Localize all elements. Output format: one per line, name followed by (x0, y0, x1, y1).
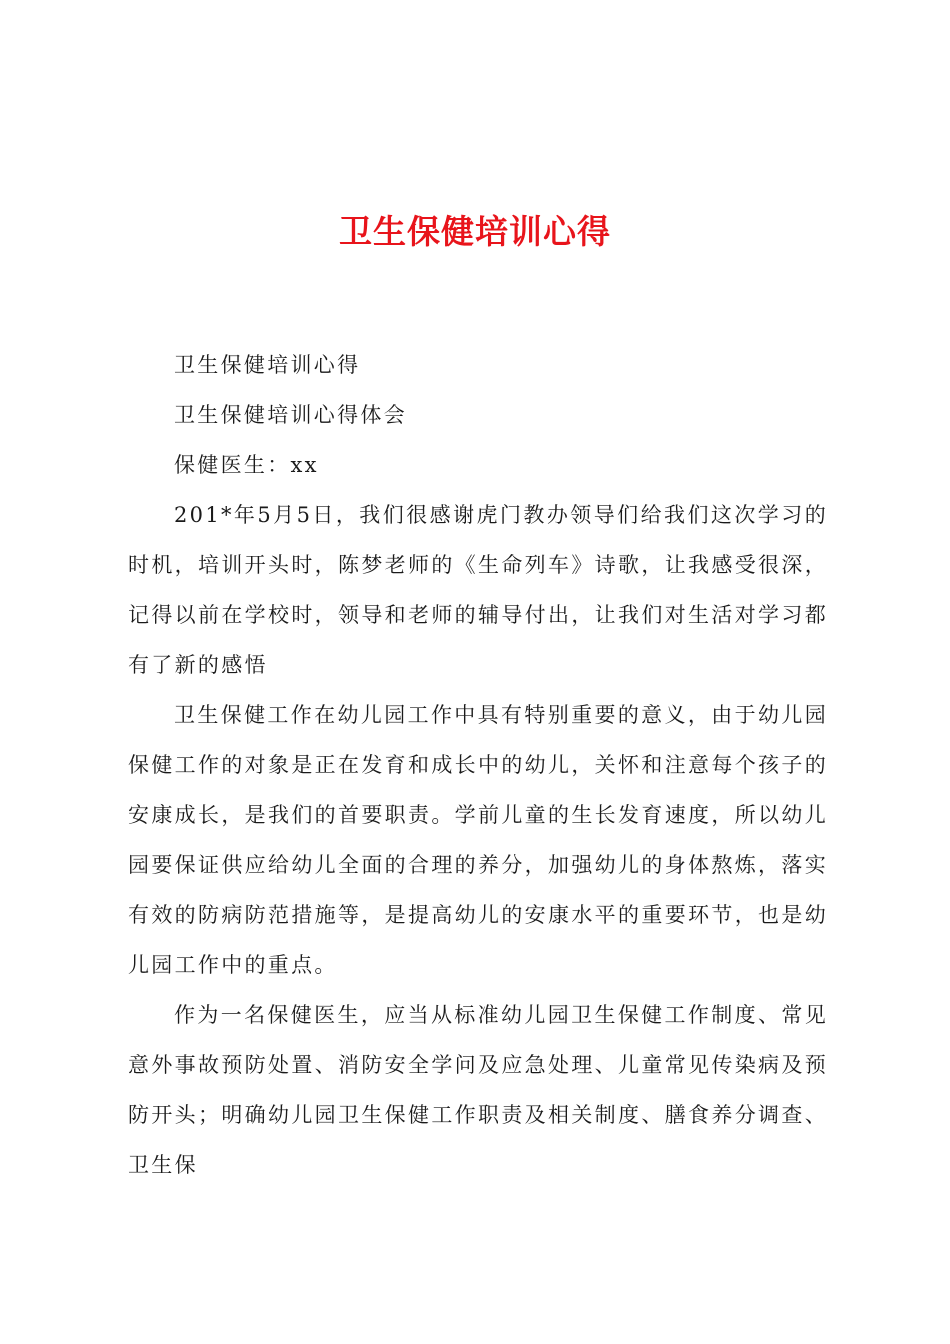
paragraph-subtitle-2: 卫生保健培训心得体会 (174, 403, 407, 427)
paragraph-body: 201*年5月5日，我们很感谢虎门教办领导们给我们这次学习的时机，培训开头时，陈梦老师的《生命列车》诗歌，让我感受很深，记得以前在学校时，领导和老师的辅导付出，让我们对生活对学习都有了新的感悟 (128, 503, 828, 677)
document-body (128, 340, 828, 1190)
paragraph-author: 保健医生：xx (174, 453, 319, 477)
document-title: 卫生保健培训心得 (339, 212, 611, 251)
paragraph-body: 卫生保健工作在幼儿园工作中具有特别重要的意义，由于幼儿园保健工作的对象是正在发育和成长中的幼儿，关怀和注意每个孩子的安康成长，是我们的首要职责。学前儿童的生长发育速度，所以幼儿园要保证供应给幼儿全面的合理的养分，加强幼儿的身体熬炼，落实有效的防病防范措施等，是提高幼儿的安康水平的重要环节，也是幼儿园工作中的重点。 (128, 703, 828, 977)
paragraph-subtitle: 卫生保健培训心得 (174, 353, 361, 377)
paragraph-body: 作为一名保健医生，应当从标准幼儿园卫生保健工作制度、常见意外事故预防处置、消防安全学问及应急处理、儿童常见传染病及预防开头；明确幼儿园卫生保健工作职责及相关制度、膳食养分调查、卫生保 (128, 1003, 828, 1177)
